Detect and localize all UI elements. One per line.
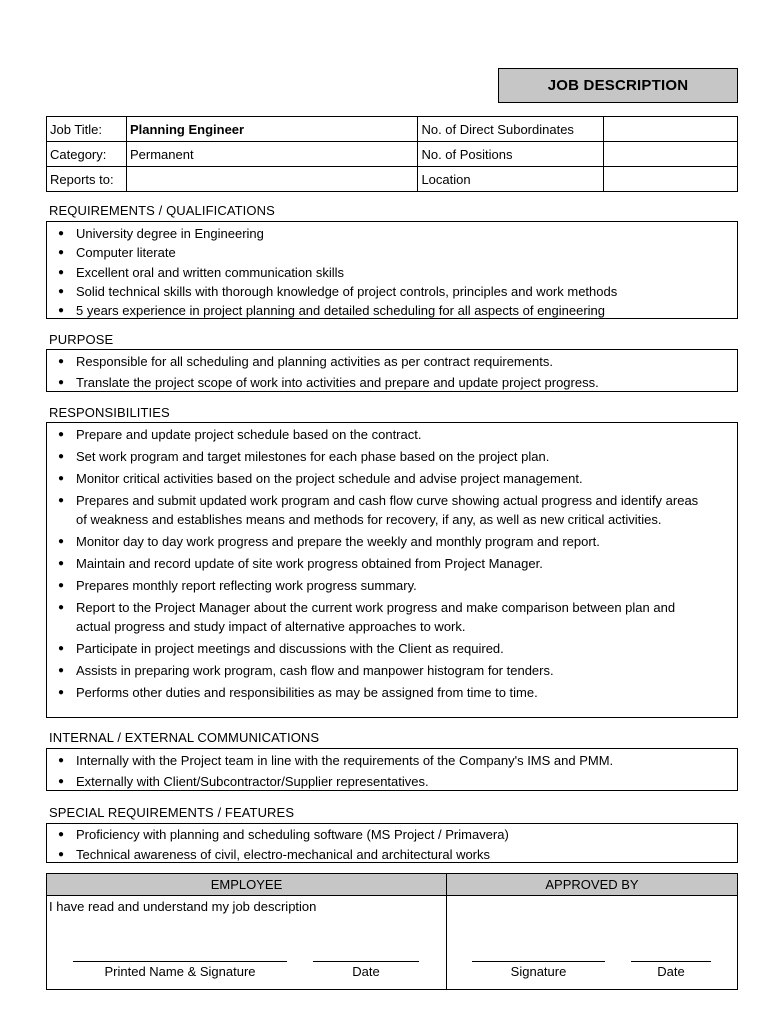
positions-label: No. of Positions [418, 142, 604, 167]
bullet-icon: ● [58, 755, 65, 766]
bullet-icon: ● [58, 494, 65, 506]
list-item-text: University degree in Engineering [76, 226, 264, 241]
list-item-text: Solid technical skills with thorough knowledge of project controls, principles and work methods [76, 283, 618, 299]
list-item-text: Participate in project meetings and discussions with the Client as required. [76, 641, 504, 657]
communications-heading: INTERNAL / EXTERNAL COMMUNICATIONS [49, 730, 320, 745]
direct-subordinates-value [604, 117, 738, 142]
approver-signature-caption: Signature [510, 964, 567, 979]
bullet-icon: ● [58, 601, 65, 613]
column-divider [446, 874, 447, 989]
job-info-table [46, 116, 738, 192]
list-item [47, 639, 737, 658]
list-item-text: Prepare and update project schedule based on the contract. [76, 427, 422, 442]
bullet-icon: ● [58, 776, 65, 787]
direct-subordinates-label: No. of Direct Subordinates [418, 117, 604, 142]
employee-date-caption: Date [352, 964, 380, 979]
employee-date-line[interactable] [313, 961, 419, 962]
reports-to-value [126, 167, 417, 192]
list-item [47, 243, 737, 262]
list-item [47, 224, 737, 243]
list-item-text: 5 years experience in project planning and detailed scheduling for all aspects of engineering [76, 303, 606, 319]
approver-date-caption: Date [657, 964, 685, 979]
printed-name-signature-line[interactable] [73, 961, 287, 962]
requirements-box [46, 221, 738, 319]
bullet-icon: ● [58, 848, 65, 860]
table-row [47, 142, 738, 167]
location-label: Location [418, 167, 604, 192]
document-title: JOB DESCRIPTION [498, 68, 738, 103]
list-item-text: Prepares monthly report reflecting work progress summary. [76, 577, 417, 593]
list-item-text: Computer literate [76, 245, 176, 261]
list-item-text: Monitor day to day work progress and prepare the weekly and monthly program and report. [76, 534, 600, 550]
bullet-icon: ● [58, 664, 65, 676]
job-title-label: Job Title: [47, 117, 127, 142]
list-item [47, 263, 737, 282]
reports-to-label: Reports to: [47, 167, 127, 192]
list-item [47, 554, 737, 573]
list-item-text: Prepares and submit updated work program and cash flow curve showing actual progress and identify areas of weakness and establishes means and methods for recovery, if any, as well as new critical activities. [76, 492, 699, 528]
job-title-value: Planning Engineer [126, 117, 417, 142]
list-item-text: Excellent oral and written communication skills [76, 264, 345, 280]
list-item [47, 825, 737, 845]
list-item [47, 372, 737, 393]
bullet-icon: ● [58, 228, 65, 239]
approver-date-line[interactable] [631, 961, 711, 962]
list-item-text: Performs other duties and responsibilities as may be assigned from time to time. [76, 684, 538, 700]
special-requirements-box [46, 823, 738, 863]
list-item-text: Maintain and record update of site work progress obtained from Project Manager. [76, 555, 543, 571]
bullet-icon: ● [58, 266, 65, 278]
list-item-text: Responsible for all scheduling and planning activities as per contract requirements. [76, 354, 553, 369]
bullet-icon: ● [58, 536, 65, 548]
approver-signature-line[interactable] [472, 961, 605, 962]
responsibilities-box [46, 422, 738, 718]
list-item-text: Technical awareness of civil, electro-mechanical and architectural works [76, 846, 491, 862]
list-item [47, 491, 737, 530]
printed-name-signature-caption: Printed Name & Signature [104, 964, 256, 979]
bullet-icon: ● [58, 429, 65, 440]
purpose-box [46, 349, 738, 392]
employee-header: EMPLOYEE [47, 874, 446, 896]
list-item-text: Monitor critical activities based on the project schedule and advise project management. [76, 470, 583, 486]
list-item [47, 750, 737, 771]
list-item [47, 845, 737, 865]
list-item [47, 469, 737, 488]
communications-box [46, 748, 738, 791]
list-item [47, 598, 737, 637]
list-item [47, 532, 737, 551]
list-item [47, 447, 737, 466]
approved-by-header: APPROVED BY [447, 874, 737, 896]
requirements-heading: REQUIREMENTS / QUALIFICATIONS [49, 203, 275, 218]
bullet-icon: ● [58, 356, 65, 367]
list-item [47, 301, 737, 320]
list-item [47, 661, 737, 680]
bullet-icon: ● [58, 557, 65, 569]
list-item-text: Externally with Client/Subcontractor/Supplier representatives. [76, 774, 429, 789]
special-requirements-heading: SPECIAL REQUIREMENTS / FEATURES [49, 805, 295, 820]
list-item-text: Report to the Project Manager about the current work progress and make comparison between plan and actual progress and study impact of alternative approaches to work. [76, 599, 676, 635]
list-item-text: Assists in preparing work program, cash flow and manpower histogram for tenders. [76, 662, 554, 678]
table-row [47, 167, 738, 192]
bullet-icon: ● [58, 377, 65, 388]
bullet-icon: ● [58, 472, 65, 484]
responsibilities-list [47, 425, 737, 702]
table-row [47, 117, 738, 142]
list-item-text: Set work program and target milestones for each phase based on the project plan. [76, 448, 550, 464]
responsibilities-heading: RESPONSIBILITIES [49, 405, 170, 420]
bullet-icon: ● [58, 829, 65, 840]
bullet-icon: ● [58, 285, 65, 297]
list-item [47, 282, 737, 301]
bullet-icon: ● [58, 643, 65, 655]
category-label: Category: [47, 142, 127, 167]
list-item [47, 425, 737, 444]
positions-value [604, 142, 738, 167]
list-item [47, 683, 737, 702]
category-value: Permanent [126, 142, 417, 167]
communications-list [47, 750, 737, 792]
bullet-icon: ● [58, 686, 65, 698]
list-item-text: Translate the project scope of work into activities and prepare and update project progress. [76, 375, 599, 390]
signoff-table [46, 873, 738, 990]
location-value [604, 167, 738, 192]
list-item-text: Internally with the Project team in line with the requirements of the Company's IMS and PMM. [76, 753, 614, 768]
list-item [47, 771, 737, 792]
list-item [47, 576, 737, 595]
list-item [47, 351, 737, 372]
bullet-icon: ● [58, 305, 65, 317]
requirements-list [47, 224, 737, 320]
bullet-icon: ● [58, 247, 65, 259]
purpose-heading: PURPOSE [49, 332, 114, 347]
special-requirements-list [47, 825, 737, 864]
purpose-list [47, 351, 737, 393]
list-item-text: Proficiency with planning and scheduling software (MS Project / Primavera) [76, 827, 509, 842]
acknowledgement-statement: I have read and understand my job description [49, 899, 317, 914]
bullet-icon: ● [58, 579, 65, 591]
bullet-icon: ● [58, 450, 65, 462]
